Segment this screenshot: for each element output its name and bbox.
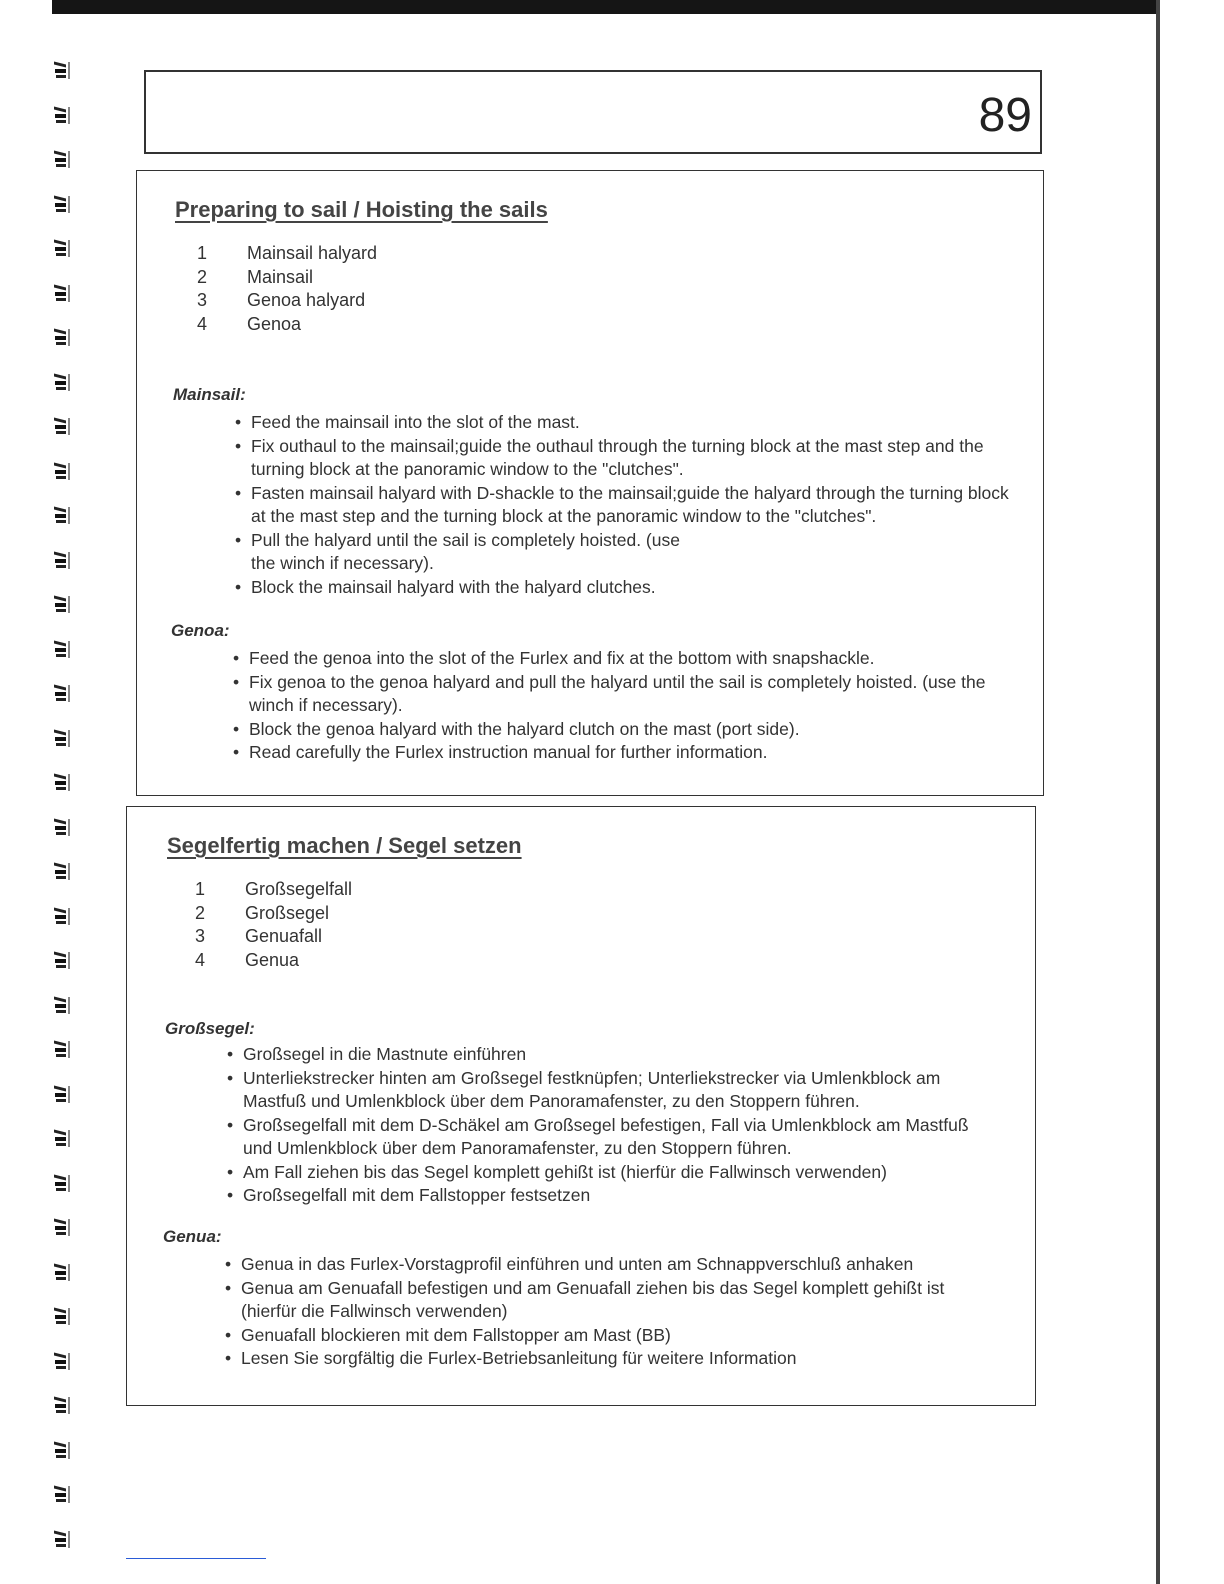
genua-steps bbox=[225, 1253, 995, 1371]
binding-ring bbox=[52, 1484, 70, 1504]
binding-ring bbox=[52, 550, 70, 570]
list-item: • Fix outhaul to the mainsail;guide the outhaul through the turning block at the mast step and the turning block at the panoramic window to the "clutches". bbox=[235, 435, 1015, 482]
binding-ring bbox=[52, 1217, 70, 1237]
scan-edge-top bbox=[52, 0, 1160, 14]
binding-ring bbox=[52, 327, 70, 347]
legend-list-english bbox=[197, 243, 377, 337]
english-instructions-panel bbox=[136, 170, 1044, 796]
legend-item: 1 Mainsail halyard bbox=[197, 243, 378, 263]
binding-ring bbox=[52, 1351, 70, 1371]
list-item: • Am Fall ziehen bis das Segel komplett gehißt ist (hierfür die Fallwinsch verwenden) bbox=[227, 1161, 997, 1185]
binding-ring bbox=[52, 728, 70, 748]
grosssegel-steps bbox=[227, 1043, 997, 1208]
binding-ring bbox=[52, 416, 70, 436]
list-item: • Fix genoa to the genoa halyard and pull the halyard until the sail is completely hoisted. (use the winch if necessary). bbox=[233, 671, 1013, 718]
page-number: 89 bbox=[978, 89, 1032, 142]
binding-ring bbox=[52, 505, 70, 525]
grosssegel-heading: Großsegel: bbox=[165, 1019, 255, 1038]
list-item: • Feed the genoa into the slot of the Furlex and fix at the bottom with snapshackle. bbox=[233, 647, 1013, 671]
legend-item: 2 Mainsail bbox=[197, 266, 314, 287]
binding-ring bbox=[52, 149, 70, 169]
list-item: • Genua in das Furlex-Vorstagprofil einführen und unten am Schnappverschluß anhaken bbox=[225, 1253, 995, 1277]
binding-ring bbox=[52, 950, 70, 970]
binding-ring bbox=[52, 60, 70, 80]
legend-item: 4 Genua bbox=[195, 949, 300, 970]
binding-ring bbox=[52, 772, 70, 792]
spiral-binding bbox=[48, 60, 78, 1580]
binding-ring bbox=[52, 1262, 70, 1282]
panel-title-english: Preparing to sail / Hoisting the sails bbox=[175, 197, 548, 222]
page-header bbox=[144, 70, 1042, 154]
binding-ring bbox=[52, 1529, 70, 1549]
mainsail-heading: Mainsail: bbox=[173, 385, 246, 404]
list-item: • Unterliekstrecker hinten am Großsegel festknüpfen; Unterliekstrecker via Umlenkblock am Mastfuß und Umlenkblock über dem Panoramafenster, zu den Stoppern führen. bbox=[227, 1067, 997, 1114]
binding-ring bbox=[52, 1395, 70, 1415]
legend-item: 2 Großsegel bbox=[195, 902, 330, 923]
binding-ring bbox=[52, 906, 70, 926]
list-item: • Fasten mainsail halyard with D-shackle to the mainsail;guide the halyard through the turning block at the mast step and the turning block at the panoramic window to the "clutches". bbox=[235, 482, 1015, 529]
list-item: • Großsegelfall mit dem D-Schäkel am Großsegel befestigen, Fall via Umlenkblock am Mastfuß und Umlenkblock über dem Panoramafenster, zu den Stoppern führen. bbox=[227, 1114, 997, 1161]
binding-ring bbox=[52, 683, 70, 703]
legend-list-german bbox=[195, 879, 352, 973]
binding-ring bbox=[52, 594, 70, 614]
binding-ring bbox=[52, 238, 70, 258]
list-item: • Großsegelfall mit dem Fallstopper festsetzen bbox=[227, 1184, 997, 1208]
legend-item: 3 Genoa halyard bbox=[197, 290, 366, 310]
footnote-line bbox=[126, 1558, 266, 1559]
binding-ring bbox=[52, 1306, 70, 1326]
binding-ring bbox=[52, 105, 70, 125]
binding-ring bbox=[52, 194, 70, 214]
binding-ring bbox=[52, 1039, 70, 1059]
list-item: • Pull the halyard until the sail is completely hoisted. (use the winch if necessary). bbox=[235, 529, 691, 576]
binding-ring bbox=[52, 283, 70, 303]
legend-item: 4 Genoa bbox=[197, 313, 302, 334]
list-item: • Feed the mainsail into the slot of the mast. bbox=[235, 411, 1015, 435]
list-item: • Großsegel in die Mastnute einführen bbox=[227, 1043, 997, 1067]
legend-item: 3 Genuafall bbox=[195, 926, 323, 946]
binding-ring bbox=[52, 817, 70, 837]
list-item: • Read carefully the Furlex instruction manual for further information. bbox=[233, 741, 1013, 765]
binding-ring bbox=[52, 995, 70, 1015]
binding-ring bbox=[52, 1084, 70, 1104]
list-item: • Lesen Sie sorgfältig die Furlex-Betriebsanleitung für weitere Information bbox=[225, 1347, 995, 1371]
scan-edge-right bbox=[1156, 0, 1160, 1584]
mainsail-steps bbox=[235, 411, 1015, 599]
binding-ring bbox=[52, 1440, 70, 1460]
genua-heading: Genua: bbox=[163, 1227, 222, 1246]
list-item: • Block the genoa halyard with the halyard clutch on the mast (port side). bbox=[233, 718, 1013, 742]
genoa-heading: Genoa: bbox=[171, 621, 230, 640]
panel-title-german: Segelfertig machen / Segel setzen bbox=[167, 833, 522, 858]
binding-ring bbox=[52, 861, 70, 881]
legend-item: 1 Großsegelfall bbox=[195, 879, 353, 899]
binding-ring bbox=[52, 461, 70, 481]
german-instructions-panel bbox=[126, 806, 1036, 1406]
genoa-steps bbox=[233, 647, 1013, 765]
binding-ring bbox=[52, 372, 70, 392]
list-item: • Block the mainsail halyard with the halyard clutches. bbox=[235, 576, 1015, 600]
binding-ring bbox=[52, 639, 70, 659]
list-item: • Genuafall blockieren mit dem Fallstopper am Mast (BB) bbox=[225, 1324, 995, 1348]
list-item: • Genua am Genuafall befestigen und am Genuafall ziehen bis das Segel komplett gehißt ist (hierfür die Fallwinsch verwenden) bbox=[225, 1277, 995, 1324]
binding-ring bbox=[52, 1173, 70, 1193]
binding-ring bbox=[52, 1128, 70, 1148]
